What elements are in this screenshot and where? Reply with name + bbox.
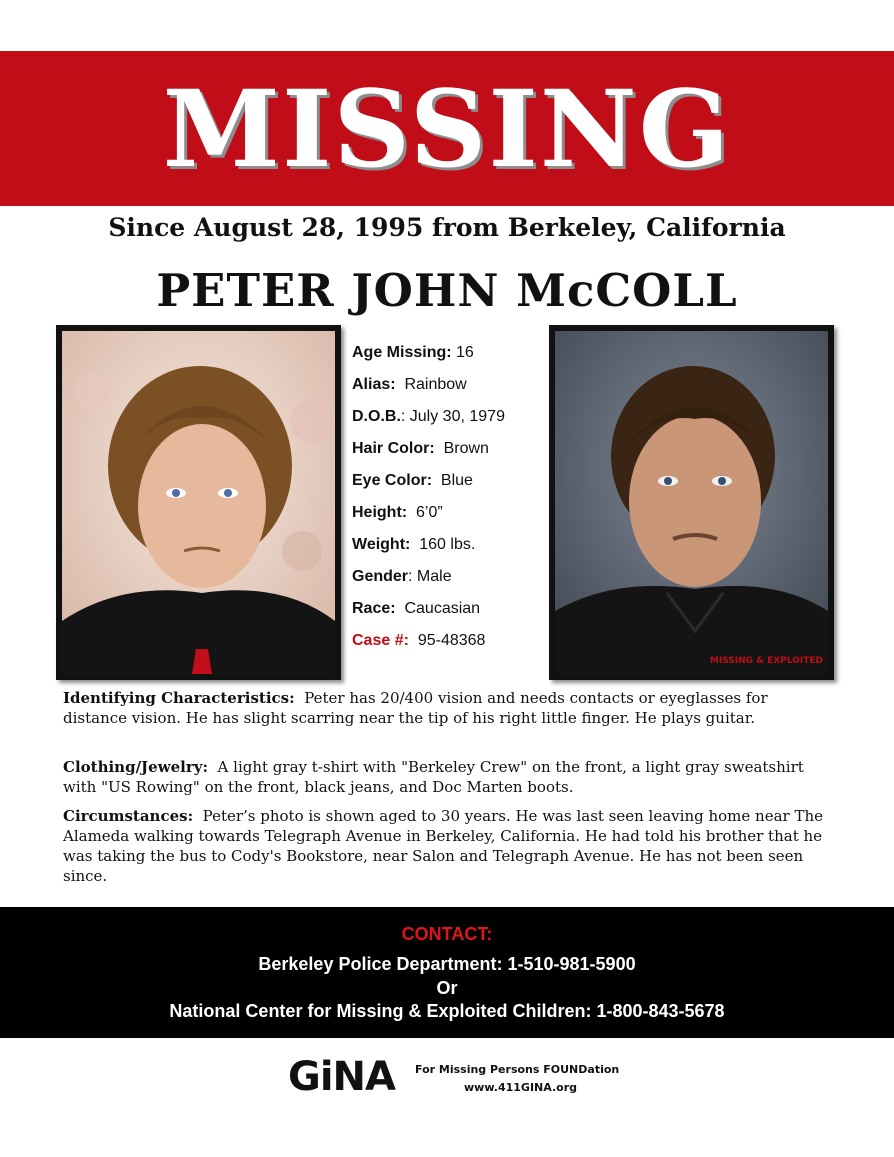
detail-dob (352, 401, 542, 433)
circumstances (63, 806, 831, 886)
detail-label: Gender (352, 568, 409, 585)
missing-title: MISSING (162, 66, 732, 191)
detail-value: 95-48368 (417, 632, 486, 649)
contact-heading: CONTACT: (401, 924, 493, 944)
section-label: Identifying Characteristics: (63, 689, 295, 707)
detail-label: Alias: (352, 376, 396, 393)
gina-logo (288, 1054, 628, 1103)
detail-value: Caucasian (404, 600, 481, 617)
detail-value: 160 lbs. (419, 536, 476, 553)
detail-value: Rainbow (404, 376, 467, 393)
contact-or: Or (436, 978, 458, 998)
detail-height (352, 497, 542, 529)
gina-wordmark: GiNA (288, 1054, 395, 1100)
detail-label: Weight: (352, 536, 411, 553)
person-name: PETER JOHN McCOLL (156, 264, 738, 317)
detail-hair-color (352, 433, 542, 465)
identifying-characteristics (63, 688, 831, 728)
detail-label: Height: (352, 504, 408, 521)
detail-value: : Male (408, 568, 452, 585)
photo-watermark: MISSING & EXPLOITED (709, 656, 823, 666)
gina-url: www.411GINA.org (464, 1081, 578, 1094)
gina-tagline: For Missing Persons FOUNDation (415, 1063, 620, 1076)
contact-police-phone: Berkeley Police Department: 1-510-981-5900 (258, 954, 636, 974)
detail-gender (352, 561, 542, 593)
detail-label: Race: (352, 600, 396, 617)
photo-at-disappearance (56, 325, 341, 680)
detail-value: Blue (440, 472, 473, 489)
detail-value: : July 30, 1979 (400, 408, 505, 425)
detail-value: 6’0” (416, 504, 443, 521)
clothing-jewelry (63, 757, 831, 797)
detail-alias (352, 369, 542, 401)
detail-label: Hair Color: (352, 440, 435, 457)
section-text: Peter has 20/400 vision and needs contacts or eyeglasses for distance vision. He has slight scarring near the tip of his right little finger. He plays guitar. (63, 689, 768, 727)
detail-race (352, 593, 542, 625)
detail-value: Brown (443, 440, 489, 457)
detail-label: Case #: (352, 632, 409, 649)
section-label: Clothing/Jewelry: (63, 758, 208, 776)
section-text: A light gray t-shirt with "Berkeley Crew" on the front, a light gray sweatshirt with "US Rowing" on the front, black jeans, and Doc Marten boots. (63, 758, 804, 796)
detail-label: Eye Color: (352, 472, 433, 489)
missing-since-line: Since August 28, 1995 from Berkeley, California (108, 213, 786, 242)
detail-label: Age Missing: (352, 344, 452, 361)
age-progressed-photo (549, 325, 834, 680)
contact-ncmec-phone: National Center for Missing & Exploited Children: 1-800-843-5678 (169, 1001, 725, 1021)
detail-age-missing (352, 337, 542, 369)
detail-value: 16 (456, 344, 474, 361)
contact-panel (0, 907, 894, 1038)
details-list (352, 337, 542, 657)
section-label: Circumstances: (63, 807, 194, 825)
detail-label: D.O.B. (352, 408, 401, 425)
detail-case-number (352, 625, 542, 657)
section-text: Peter’s photo is shown aged to 30 years. He was last seen leaving home near The Alameda walking towards Telegraph Avenue in Berkeley, California. He had told his brother that he was taking the bus to Cody's Bookstore, near Salon and Telegraph Avenue. He has not been seen since. (63, 807, 824, 885)
detail-weight (352, 529, 542, 561)
detail-eye-color (352, 465, 542, 497)
